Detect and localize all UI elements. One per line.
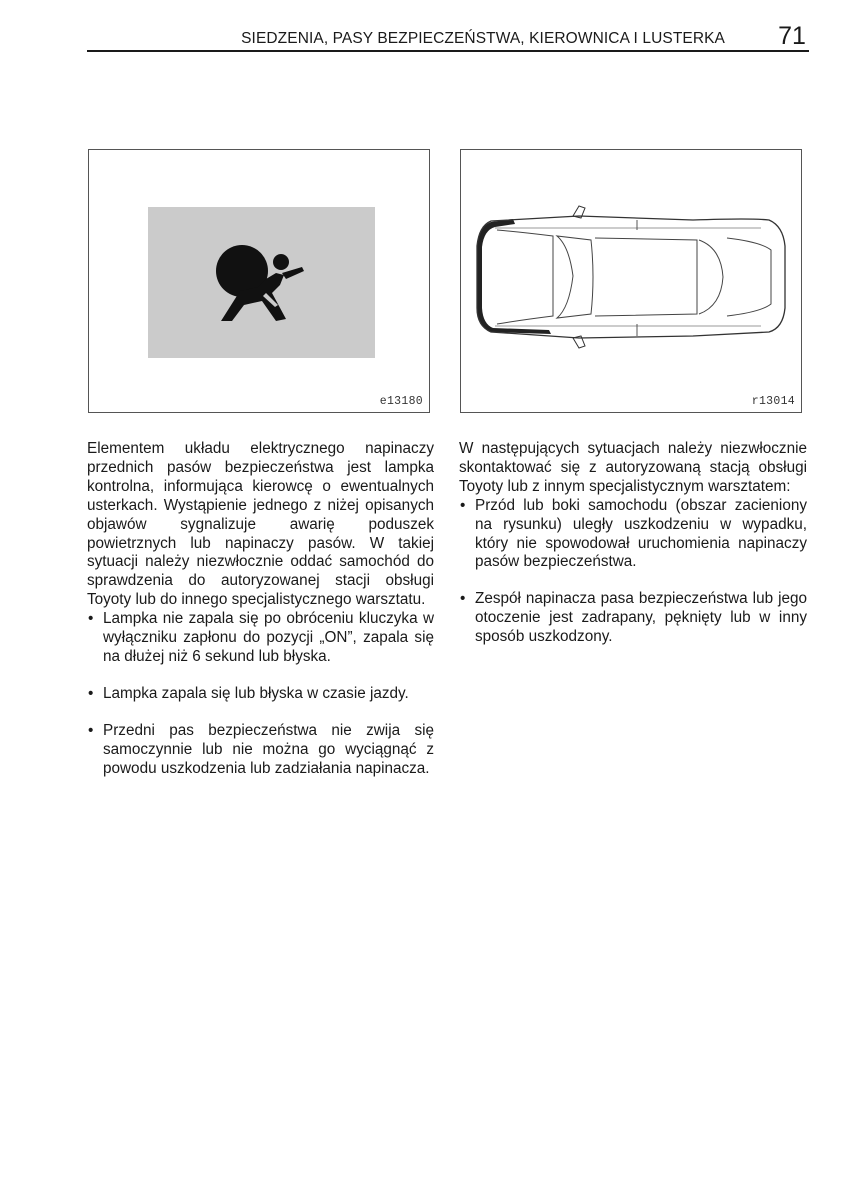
bullet-icon: •: [460, 590, 466, 608]
situation-list: [459, 497, 807, 647]
bullet-icon: •: [88, 610, 94, 628]
list-item: [87, 610, 434, 667]
list-item: [87, 685, 434, 704]
bullet-icon: •: [460, 496, 466, 514]
intro-paragraph: W następujących sytuacjach należy niezwłocznie skontaktować się z autoryzowaną stacją obsługi Toyoty lub z innym specjalistycznym warsztatem:: [459, 440, 807, 495]
list-item: [87, 722, 434, 779]
figure-code: e13180: [379, 395, 423, 408]
list-item-text: Zespół napinacza pasa bezpieczeństwa lub jego otoczenie jest zadrapany, pęknięty lub w inny sposób uszkodzony.: [475, 590, 807, 646]
intro-paragraph: Elementem układu elektrycznego napinaczy przednich pasów bezpieczeństwa jest lampka kontrolna, informująca kierowcę o ewentualnych usterkach. Wystąpienie jednego z niżej opisanych objawów sygnalizuje awarię poduszek powietrznych lub napinaczy pasów. W takiej sytuacji należy niezwłocznie oddać samochód do sprawdzenia do autoryzowanej stacji obsługi Toyoty lub do innego specjalistycznego warsztatu.: [87, 440, 434, 609]
list-item-text: Lampka zapala się lub błyska w czasie jazdy.: [103, 684, 409, 702]
page-number: 71: [778, 22, 806, 50]
list-item-text: Lampka nie zapala się po obróceniu kluczyka w wyłączniku zapłonu do pozycji „ON”, zapala się na dłużej niż 6 sekund lub błyska.: [103, 610, 434, 665]
list-item-text: Przedni pas bezpieczeństwa nie zwija się samoczynnie lub nie można go wyciągnąć z powodu uszkodzenia lub zadziałania napinacza.: [103, 721, 434, 777]
header-rule: [87, 50, 809, 52]
left-text-column: [87, 440, 434, 779]
bullet-icon: •: [88, 721, 94, 739]
right-text-column: [459, 440, 807, 647]
symptom-list: [87, 610, 434, 778]
list-item: [459, 590, 807, 647]
figure-car-top-view: [460, 149, 802, 413]
bullet-icon: •: [88, 684, 94, 702]
list-item-text: Przód lub boki samochodu (obszar zacieniony na rysunku) uległy uszkodzeniu w wypadku, który nie spowodował uruchomienia napinaczy pasów bezpieczeństwa.: [475, 496, 807, 571]
running-header-title: SIEDZENIA, PASY BEZPIECZEŃSTWA, KIEROWNICA I LUSTERKA: [241, 30, 725, 47]
figure-airbag-warning: [88, 149, 430, 413]
airbag-warning-icon: [148, 207, 375, 358]
car-top-view-icon: [461, 150, 801, 412]
figure-code: r13014: [751, 395, 795, 408]
warning-lamp-panel: [148, 207, 375, 358]
list-item: [459, 497, 807, 573]
